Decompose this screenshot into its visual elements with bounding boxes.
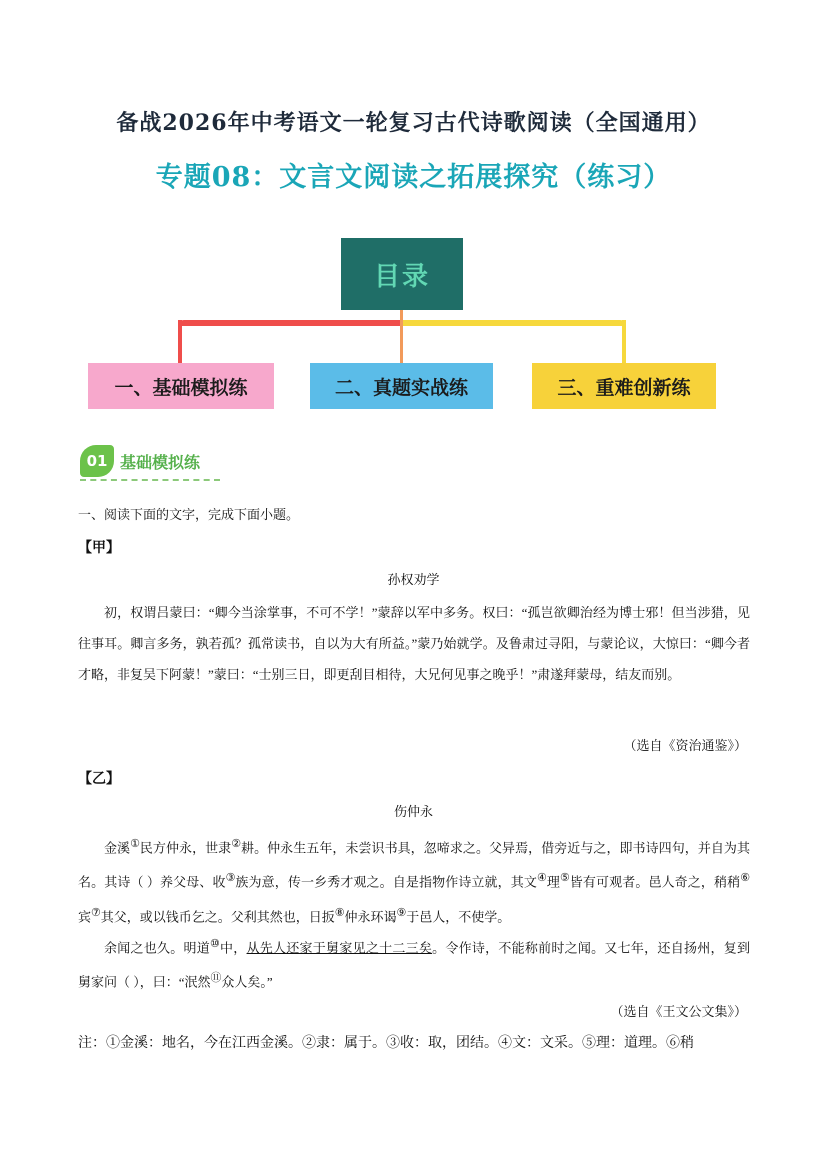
footnote-mark: ④ xyxy=(537,872,547,885)
passage-b-label: 【乙】 xyxy=(78,771,120,787)
section-divider xyxy=(80,479,220,481)
footnote-mark: ⑧ xyxy=(334,906,345,919)
passage-b-source: （选自《王文公文集》） xyxy=(610,1004,747,1019)
connector-center xyxy=(400,310,403,363)
underlined-sentence: 从先人还家于舅家见之十二三矣 xyxy=(246,940,433,956)
connector-yellow-drop xyxy=(622,320,626,363)
footnote-mark: ⑦ xyxy=(91,906,101,919)
passage-a-text: 初，权谓吕蒙曰：“卿今当涂掌事，不可不学！”蒙辞以军中多务。权曰：“孤岂欲卿治经为博士邪！但当涉猎，见往事耳。卿言多务，孰若孤？孤常读书，自以为大有所益。”蒙乃始就学。及鲁肃过寻阳，与蒙论议，大惊曰：“卿今者才略，非复吴下阿蒙！”蒙曰：“士别三日，即更刮目相待，大兄何见事之晚乎！”肃遂拜蒙母，结友而别。 xyxy=(78,605,750,682)
document-title: 备战2026年中考语文一轮复习古代诗歌阅读（全国通用） xyxy=(116,110,711,136)
toc-root[interactable]: 目录 xyxy=(341,238,463,310)
footnote-mark: ⑤ xyxy=(559,872,570,885)
connector-red xyxy=(178,320,402,326)
footnote-mark: ⑩ xyxy=(210,938,221,950)
footnote-mark: ⑪ xyxy=(210,972,222,985)
section-title: 基础模拟练 xyxy=(120,453,201,472)
footnotes: 注：①金溪：地名，今在江西金溪。②隶：属于。③收：取，团结。④文：文采。⑤理：道理。⑥稍 xyxy=(78,1036,694,1051)
toc-item-innovation[interactable]: 三、重难创新练 xyxy=(532,363,716,409)
passage-b-paragraph-1: 金溪①民方仲永，世隶②耕。仲永生五年，未尝识书具，忽啼求之。父异焉，借旁近与之，即书诗四句，并自为其名。其诗（ ）养父母、收③族为意，传一乡秀才观之。自是指物作诗立就，其文④理⑤皆有可观者。邑人奇之，稍稍⑥宾⑦其父，或以钱币乞之。父利其然也，日扳⑧仲永环谒⑨于邑人，不使学。 xyxy=(78,838,750,924)
passage-b-paragraph-2: 余闻之也久。明道⑩中，从先人还家于舅家见之十二三矣。令作诗，不能称前时之闻。又七年，还自扬州，复到舅家问（ ），曰：“泯然⑪众人矣。” xyxy=(78,938,750,990)
section-number-badge: 01 xyxy=(80,445,114,477)
toc-item-real-exam[interactable]: 二、真题实战练 xyxy=(310,363,493,409)
passage-a-title: 孙权劝学 xyxy=(387,572,440,587)
passage-b-title: 伤仲永 xyxy=(393,804,433,819)
footnote-mark: ① xyxy=(130,838,140,850)
passage-a-source: （选自《资治通鉴》） xyxy=(623,738,747,753)
question-intro: 一、阅读下面的文字，完成下面小题。 xyxy=(78,507,300,522)
connector-yellow xyxy=(400,320,626,326)
toc-item-basic[interactable]: 一、基础模拟练 xyxy=(88,363,274,409)
footnote-mark: ③ xyxy=(225,872,236,885)
footnote-mark: ② xyxy=(231,838,242,850)
footnote-mark: ⑥ xyxy=(740,872,750,885)
passage-a-label: 【甲】 xyxy=(78,540,120,556)
document-subtitle: 专题08：文言文阅读之拓展探究（练习） xyxy=(155,162,672,193)
footnote-mark: ⑨ xyxy=(396,906,407,919)
connector-red-drop xyxy=(178,320,182,363)
